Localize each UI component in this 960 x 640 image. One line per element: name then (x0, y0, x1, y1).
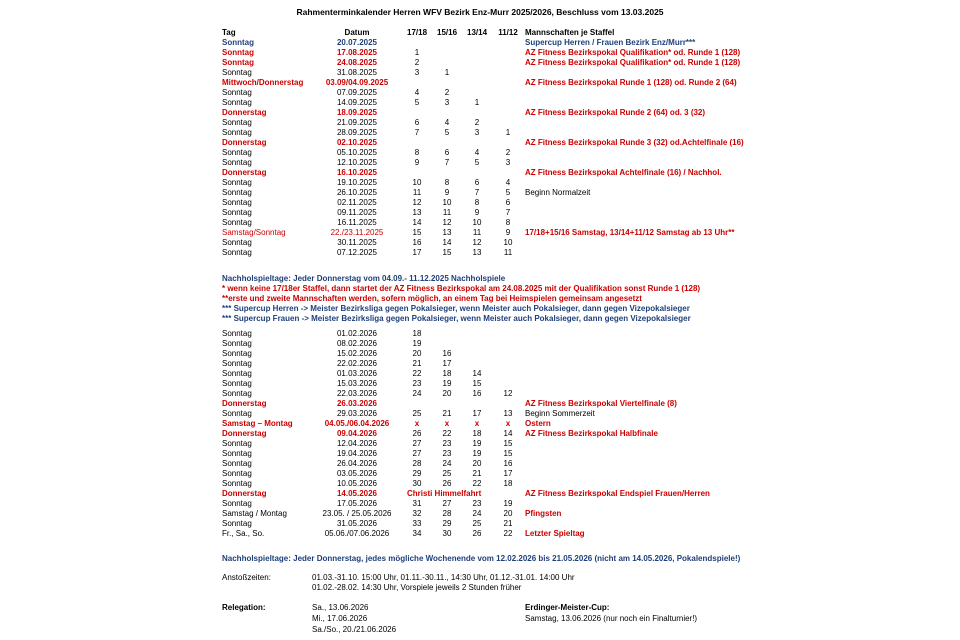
row-count-11-12: 20 (503, 509, 513, 518)
row-count-17-18: 10 (412, 178, 422, 187)
table-row (222, 499, 762, 509)
row-day: Sonntag (222, 459, 252, 468)
row-date: 15.02.2026 (336, 349, 378, 358)
row-count-15-16: 12 (442, 218, 452, 227)
row-count-15-16: 15 (442, 248, 452, 257)
row-note: AZ Fitness Bezirkspokal Runde 2 (64) od. 3 (32) (525, 108, 706, 117)
row-count-13-14: 19 (472, 449, 482, 458)
row-count-11-12: 5 (505, 188, 511, 197)
row-date: 21.09.2025 (336, 118, 378, 127)
anstoss-line-2: 01.02.-28.02. 14:30 Uhr, Vorspiele jeweils 2 Stunden früher (312, 583, 522, 592)
table-row (222, 509, 762, 519)
row-count-13-14: 20 (472, 459, 482, 468)
row-date: 28.09.2025 (336, 128, 378, 137)
row-day: Donnerstag (222, 429, 267, 438)
row-count-15-16: 23 (442, 439, 452, 448)
row-count-15-16: 14 (442, 238, 452, 247)
row-count-17-18: 24 (412, 389, 422, 398)
header-17-18: 17/18 (407, 28, 428, 37)
footnote-line: *** Supercup Herren -> Meister Bezirksliga gegen Pokalsieger, wenn Meister auch Pokalsieger, dann gegen Vizepokalsieger (222, 304, 690, 313)
row-count-17-18: 29 (412, 469, 422, 478)
relegation-date-3: Sa./So., 20./21.06.2026 (312, 625, 397, 634)
row-count-11-12: 4 (505, 178, 511, 187)
row-count-15-16: 16 (442, 349, 452, 358)
row-count-13-14: 21 (472, 469, 482, 478)
row-count-17-18: 22 (412, 369, 422, 378)
row-note: Pfingsten (525, 509, 562, 518)
row-date: 03.05.2026 (336, 469, 378, 478)
row-date: 16.10.2025 (336, 168, 378, 177)
row-count-11-12: 1 (505, 128, 511, 137)
row-day: Sonntag (222, 449, 252, 458)
row-day: Donnerstag (222, 489, 267, 498)
row-count-15-16: 19 (442, 379, 452, 388)
row-day: Sonntag (222, 359, 252, 368)
row-date: 23.05. / 25.05.2026 (322, 509, 392, 518)
row-count-15-16: 30 (442, 529, 452, 538)
row-count-13-14: 11 (472, 228, 482, 237)
row-count-17-18: 27 (412, 449, 422, 458)
row-date: 07.09.2025 (336, 88, 378, 97)
header-day: Tag (222, 28, 236, 37)
row-day: Sonntag (222, 48, 254, 57)
row-count-17-18: 17 (412, 248, 422, 257)
row-count-17-18: 6 (414, 118, 420, 127)
row-day: Sonntag (222, 479, 252, 488)
table-row (222, 419, 762, 429)
row-count-13-14: 6 (474, 178, 480, 187)
row-date: 10.05.2026 (336, 479, 378, 488)
row-date: 30.11.2025 (337, 238, 377, 247)
row-count-13-14: 25 (472, 519, 482, 528)
row-count-15-16: 4 (444, 118, 450, 127)
footnote-line: **erste und zweite Mannschaften werden, sofern möglich, an einem Tag bei Heimspielen gemeinsam angesetzt (222, 294, 642, 303)
table-row (222, 379, 762, 389)
row-count-11-12: 14 (503, 429, 513, 438)
row-date: 16.11.2025 (337, 218, 377, 227)
row-count-13-14: 16 (472, 389, 482, 398)
row-count-17-18: 5 (414, 98, 420, 107)
row-day: Donnerstag (222, 138, 267, 147)
row-count-15-16: 23 (442, 449, 452, 458)
table-row (222, 349, 762, 359)
row-date: 12.10.2025 (336, 158, 378, 167)
row-note: 17/18+15/16 Samstag, 13/14+11/12 Samstag ab 13 Uhr** (525, 228, 735, 237)
row-date: 17.08.2025 (336, 48, 378, 57)
footnote-line: * wenn keine 17/18er Staffel, dann startet der AZ Fitness Bezirkspokal am 24.08.2025 mit der Qualifikation sonst Runde 1 (128) (222, 284, 701, 293)
row-count-13-14: 1 (474, 98, 480, 107)
row-count-15-16: 1 (444, 68, 450, 77)
row-count-17-18: 20 (412, 349, 422, 358)
table-row (222, 98, 762, 108)
header-13-14: 13/14 (467, 28, 488, 37)
row-count-17-18: 4 (414, 88, 420, 97)
row-count-17-18: 14 (412, 218, 422, 227)
row-note: AZ Fitness Bezirkspokal Runde 3 (32) od.Achtelfinale (16) (525, 138, 744, 147)
row-count-17-18: x (414, 419, 420, 428)
row-date: 05.10.2025 (336, 148, 378, 157)
row-day: Sonntag (222, 188, 252, 197)
row-date: 05.06./07.06.2026 (324, 529, 390, 538)
table-row (222, 148, 762, 158)
row-day: Sonntag (222, 128, 252, 137)
row-date: 31.08.2025 (336, 68, 378, 77)
row-date: 09.04.2026 (336, 429, 378, 438)
row-date: 01.03.2026 (336, 369, 378, 378)
row-count-15-16: 26 (442, 479, 452, 488)
row-count-13-14: 12 (472, 238, 482, 247)
row-day: Sonntag (222, 339, 252, 348)
row-count-13-14: 22 (472, 479, 482, 488)
row-note: Supercup Herren / Frauen Bezirk Enz/Murr*** (525, 38, 696, 47)
row-count-15-16: 10 (442, 198, 452, 207)
row-note: AZ Fitness Bezirkspokal Runde 1 (128) od. Runde 2 (64) (525, 78, 737, 87)
row-date: 24.08.2025 (336, 58, 378, 67)
table-row (222, 389, 762, 399)
row-count-13-14: 5 (474, 158, 480, 167)
row-day: Sonntag (222, 68, 252, 77)
table-row (222, 238, 762, 248)
row-day: Sonntag (222, 98, 252, 107)
row-count-13-14: 15 (472, 379, 482, 388)
row-count-15-16: 2 (444, 88, 450, 97)
row-count-15-16: 9 (444, 188, 450, 197)
row-count-15-16: 6 (444, 148, 450, 157)
row-note: AZ Fitness Bezirkspokal Endspiel Frauen/Herren (525, 489, 710, 498)
row-note: Ostern (525, 419, 551, 428)
row-count-17-18: 13 (412, 208, 422, 217)
row-count-15-16: 20 (442, 389, 452, 398)
row-count-17-18: 28 (412, 459, 422, 468)
table-row (222, 108, 762, 118)
row-date: 22.02.2026 (336, 359, 378, 368)
row-count-17-18: 25 (412, 409, 422, 418)
row-count-17-18: 27 (412, 439, 422, 448)
row-count-17-18: 23 (412, 379, 422, 388)
row-count-11-12: x (505, 419, 511, 428)
row-day: Sonntag (222, 519, 252, 528)
row-day: Sonntag (222, 349, 252, 358)
row-date: 02.10.2025 (336, 138, 378, 147)
table-row (222, 469, 762, 479)
row-count-11-12: 10 (503, 238, 513, 247)
row-count-15-16: 28 (442, 509, 452, 518)
table-row (222, 48, 762, 58)
row-date: 14.05.2026 (336, 489, 378, 498)
row-count-13-14: 19 (472, 439, 482, 448)
row-date: 22.03.2026 (336, 389, 378, 398)
row-day: Donnerstag (222, 399, 267, 408)
table-row (222, 78, 762, 88)
row-note: AZ Fitness Bezirkspokal Halbfinale (525, 429, 658, 438)
row-count-17-18: 1 (414, 48, 420, 57)
row-count-13-14: 7 (474, 188, 480, 197)
row-date: 18.09.2025 (336, 108, 378, 117)
table-row (222, 158, 762, 168)
row-count-13-14: 8 (474, 198, 480, 207)
table-row (222, 128, 762, 138)
row-count-13-14: 23 (472, 499, 482, 508)
row-count-11-12: 2 (505, 148, 511, 157)
table-row (222, 439, 762, 449)
row-count-15-16: 13 (442, 228, 452, 237)
table-row (222, 359, 762, 369)
document-title: Rahmenterminkalender Herren WFV Bezirk Enz-Murr 2025/2026, Beschluss vom 13.03.2025 (296, 7, 664, 17)
table-row (222, 58, 762, 68)
row-date: 20.07.2025 (336, 38, 378, 47)
row-count-13-14: 24 (472, 509, 482, 518)
row-date: 26.04.2026 (336, 459, 378, 468)
row-count-17-18: 33 (412, 519, 422, 528)
row-count-15-16: 22 (442, 429, 452, 438)
table-row (222, 489, 762, 499)
row-date: 29.03.2026 (336, 409, 378, 418)
row-count-11-12: 21 (503, 519, 513, 528)
row-count-13-14: 13 (472, 248, 482, 257)
row-count-17-18: 2 (414, 58, 420, 67)
row-count-15-16: 18 (442, 369, 452, 378)
row-day: Sonntag (222, 148, 252, 157)
table-row (222, 228, 762, 238)
table-row (222, 68, 762, 78)
table-row (222, 449, 762, 459)
table-row (222, 168, 762, 178)
row-count-17-18: 18 (412, 329, 422, 338)
row-count-17-18: 8 (414, 148, 420, 157)
row-count-17-18: 32 (412, 509, 422, 518)
row-count-15-16: 21 (442, 409, 452, 418)
row-count-13-14: 17 (472, 409, 482, 418)
row-count-17-18: 19 (412, 339, 422, 348)
cup-text: Samstag, 13.06.2026 (nur noch ein Finalturnier!) (525, 614, 698, 623)
row-day: Sonntag (222, 248, 252, 257)
row-date: 15.03.2026 (336, 379, 378, 388)
row-count-11-12: 9 (505, 228, 511, 237)
row-date: 09.11.2025 (337, 208, 377, 217)
table-header (222, 28, 762, 38)
row-day: Sonntag (222, 238, 252, 247)
row-day: Sonntag (222, 499, 252, 508)
row-count-17-18: 15 (412, 228, 422, 237)
table-row (222, 138, 762, 148)
row-count-15-16: 7 (444, 158, 450, 167)
row-note: AZ Fitness Bezirkspokal Achtelfinale (16) / Nachhol. (525, 168, 722, 177)
row-day: Sonntag (222, 178, 252, 187)
header-11-12: 11/12 (498, 28, 518, 37)
anstoss-line-1: 01.03.-31.10. 15:00 Uhr, 01.11.-30.11., 14:30 Uhr, 01.12.-31.01. 14:00 Uhr (312, 573, 575, 582)
row-day: Sonntag (222, 369, 252, 378)
row-count-17-18: 7 (414, 128, 420, 137)
row-day: Sonntag (222, 439, 252, 448)
row-count-17-18: 34 (412, 529, 422, 538)
row-date: 02.11.2025 (337, 198, 377, 207)
row-date: 12.04.2026 (336, 439, 378, 448)
row-day: Sonntag (222, 88, 252, 97)
row-count-11-12: 16 (503, 459, 513, 468)
row-day: Sonntag (222, 208, 252, 217)
row-count-11-12: 15 (503, 449, 513, 458)
row-day: Sonntag (222, 58, 254, 67)
nachhol-note-spring: Nachholspieltage: Jeder Donnerstag, jedes mögliche Wochenende vom 12.02.2026 bis 21.05.2026 (nicht am 14.05.2026, Pokalendspiele!) (222, 554, 741, 563)
table-row (222, 369, 762, 379)
table-row (222, 329, 762, 339)
row-count-17-18: 16 (412, 238, 422, 247)
row-day: Samstag – Montag (222, 419, 293, 428)
row-date: 26.03.2026 (336, 399, 378, 408)
table-row (222, 479, 762, 489)
row-date: 31.05.2026 (336, 519, 378, 528)
footnote-line: *** Supercup Frauen -> Meister Bezirksliga gegen Pokalsieger, wenn Meister auch Pokalsieger, dann gegen Vizepokalsieger (222, 314, 691, 323)
row-count-13-14: 14 (472, 369, 482, 378)
row-count-15-16: 8 (444, 178, 450, 187)
row-count-11-12: 22 (503, 529, 513, 538)
row-count-17-18: 21 (412, 359, 422, 368)
row-day: Samstag/Sonntag (222, 228, 286, 237)
row-day: Fr., Sa., So. (222, 529, 265, 538)
table-row (222, 339, 762, 349)
row-count-17-18: Christi Himmelfahrt (407, 489, 482, 498)
row-count-17-18: 11 (412, 188, 422, 197)
row-count-13-14: 26 (472, 529, 482, 538)
row-count-11-12: 15 (503, 439, 513, 448)
table-row (222, 218, 762, 228)
row-count-17-18: 31 (412, 499, 422, 508)
row-date: 26.10.2025 (336, 188, 378, 197)
relegation-date-2: Mi., 17.06.2026 (312, 614, 368, 623)
row-count-17-18: 30 (412, 479, 422, 488)
row-count-17-18: 12 (412, 198, 422, 207)
row-count-11-12: 6 (505, 198, 511, 207)
table-row (222, 208, 762, 218)
row-day: Sonntag (222, 329, 252, 338)
row-count-11-12: 7 (505, 208, 511, 217)
row-note: AZ Fitness Bezirkspokal Qualifikation* od. Runde 1 (128) (525, 58, 741, 67)
relegation-date-1: Sa., 13.06.2026 (312, 603, 369, 612)
row-day: Sonntag (222, 469, 252, 478)
table-row (222, 409, 762, 419)
row-date: 19.10.2025 (336, 178, 378, 187)
table-row (222, 429, 762, 439)
row-note: Beginn Sommerzeit (525, 409, 595, 418)
cup-label: Erdinger-Meister-Cup: (525, 603, 610, 612)
row-day: Samstag / Montag (222, 509, 287, 518)
row-count-17-18: 26 (412, 429, 422, 438)
header-note: Mannschaften je Staffel (525, 28, 615, 37)
row-count-15-16: 5 (444, 128, 450, 137)
row-count-13-14: x (474, 419, 480, 428)
row-count-13-14: 9 (474, 208, 480, 217)
row-count-17-18: 3 (414, 68, 420, 77)
table-row (222, 188, 762, 198)
row-note: Letzter Spieltag (525, 529, 585, 538)
row-day: Sonntag (222, 198, 252, 207)
row-date: 19.04.2026 (336, 449, 378, 458)
row-count-13-14: 3 (474, 128, 480, 137)
row-count-11-12: 13 (503, 409, 513, 418)
row-count-17-18: 9 (414, 158, 420, 167)
row-day: Sonntag (222, 409, 252, 418)
table-row (222, 529, 762, 539)
footnote-line: Nachholspieltage: Jeder Donnerstag vom 04.09.- 11.12.2025 Nachholspiele (222, 274, 506, 283)
row-count-15-16: 25 (442, 469, 452, 478)
row-day: Mittwoch/Donnerstag (222, 78, 304, 87)
row-note: Beginn Normalzeit (525, 188, 591, 197)
row-day: Donnerstag (222, 168, 267, 177)
row-count-11-12: 12 (503, 389, 513, 398)
row-date: 14.09.2025 (336, 98, 378, 107)
row-count-15-16: 29 (442, 519, 452, 528)
row-date: 07.12.2025 (336, 248, 378, 257)
row-day: Donnerstag (222, 108, 267, 117)
relegation-label: Relegation: (222, 603, 266, 612)
row-date: 03.09/04.09.2025 (325, 78, 389, 87)
table-row (222, 198, 762, 208)
row-count-13-14: 2 (474, 118, 480, 127)
row-note: AZ Fitness Bezirkspokal Viertelfinale (8) (525, 399, 677, 408)
row-count-13-14: 10 (472, 218, 482, 227)
row-date: 17.05.2026 (336, 499, 378, 508)
row-date: 01.02.2026 (336, 329, 378, 338)
header-date: Datum (344, 28, 370, 37)
row-count-11-12: 8 (505, 218, 511, 227)
row-day: Sonntag (222, 158, 252, 167)
header-15-16: 15/16 (437, 28, 458, 37)
row-date: 08.02.2026 (336, 339, 378, 348)
row-day: Sonntag (222, 379, 252, 388)
row-count-11-12: 19 (503, 499, 513, 508)
row-count-15-16: 17 (442, 359, 452, 368)
table-row (222, 118, 762, 128)
row-count-15-16: 24 (442, 459, 452, 468)
table-row (222, 178, 762, 188)
table-row (222, 248, 762, 258)
row-count-11-12: 18 (503, 479, 513, 488)
row-count-15-16: 11 (442, 208, 452, 217)
row-day: Sonntag (222, 218, 252, 227)
row-count-15-16: x (444, 419, 450, 428)
table-row (222, 399, 762, 409)
row-day: Sonntag (222, 118, 252, 127)
row-count-13-14: 4 (474, 148, 480, 157)
table-row (222, 459, 762, 469)
row-count-15-16: 27 (442, 499, 452, 508)
row-count-15-16: 3 (444, 98, 450, 107)
table-row (222, 38, 762, 48)
row-day: Sonntag (222, 38, 254, 47)
row-note: AZ Fitness Bezirkspokal Qualifikation* od. Runde 1 (128) (525, 48, 741, 57)
row-day: Sonntag (222, 389, 252, 398)
row-count-13-14: 18 (472, 429, 482, 438)
anstoss-label: Anstoßzeiten: (222, 573, 271, 582)
row-date: 04.05./06.04.2026 (324, 419, 390, 428)
row-date: 22./23.11.2025 (330, 228, 384, 237)
table-row (222, 88, 762, 98)
row-count-11-12: 3 (505, 158, 511, 167)
row-count-11-12: 17 (503, 469, 513, 478)
table-row (222, 519, 762, 529)
row-count-11-12: 11 (503, 248, 513, 257)
